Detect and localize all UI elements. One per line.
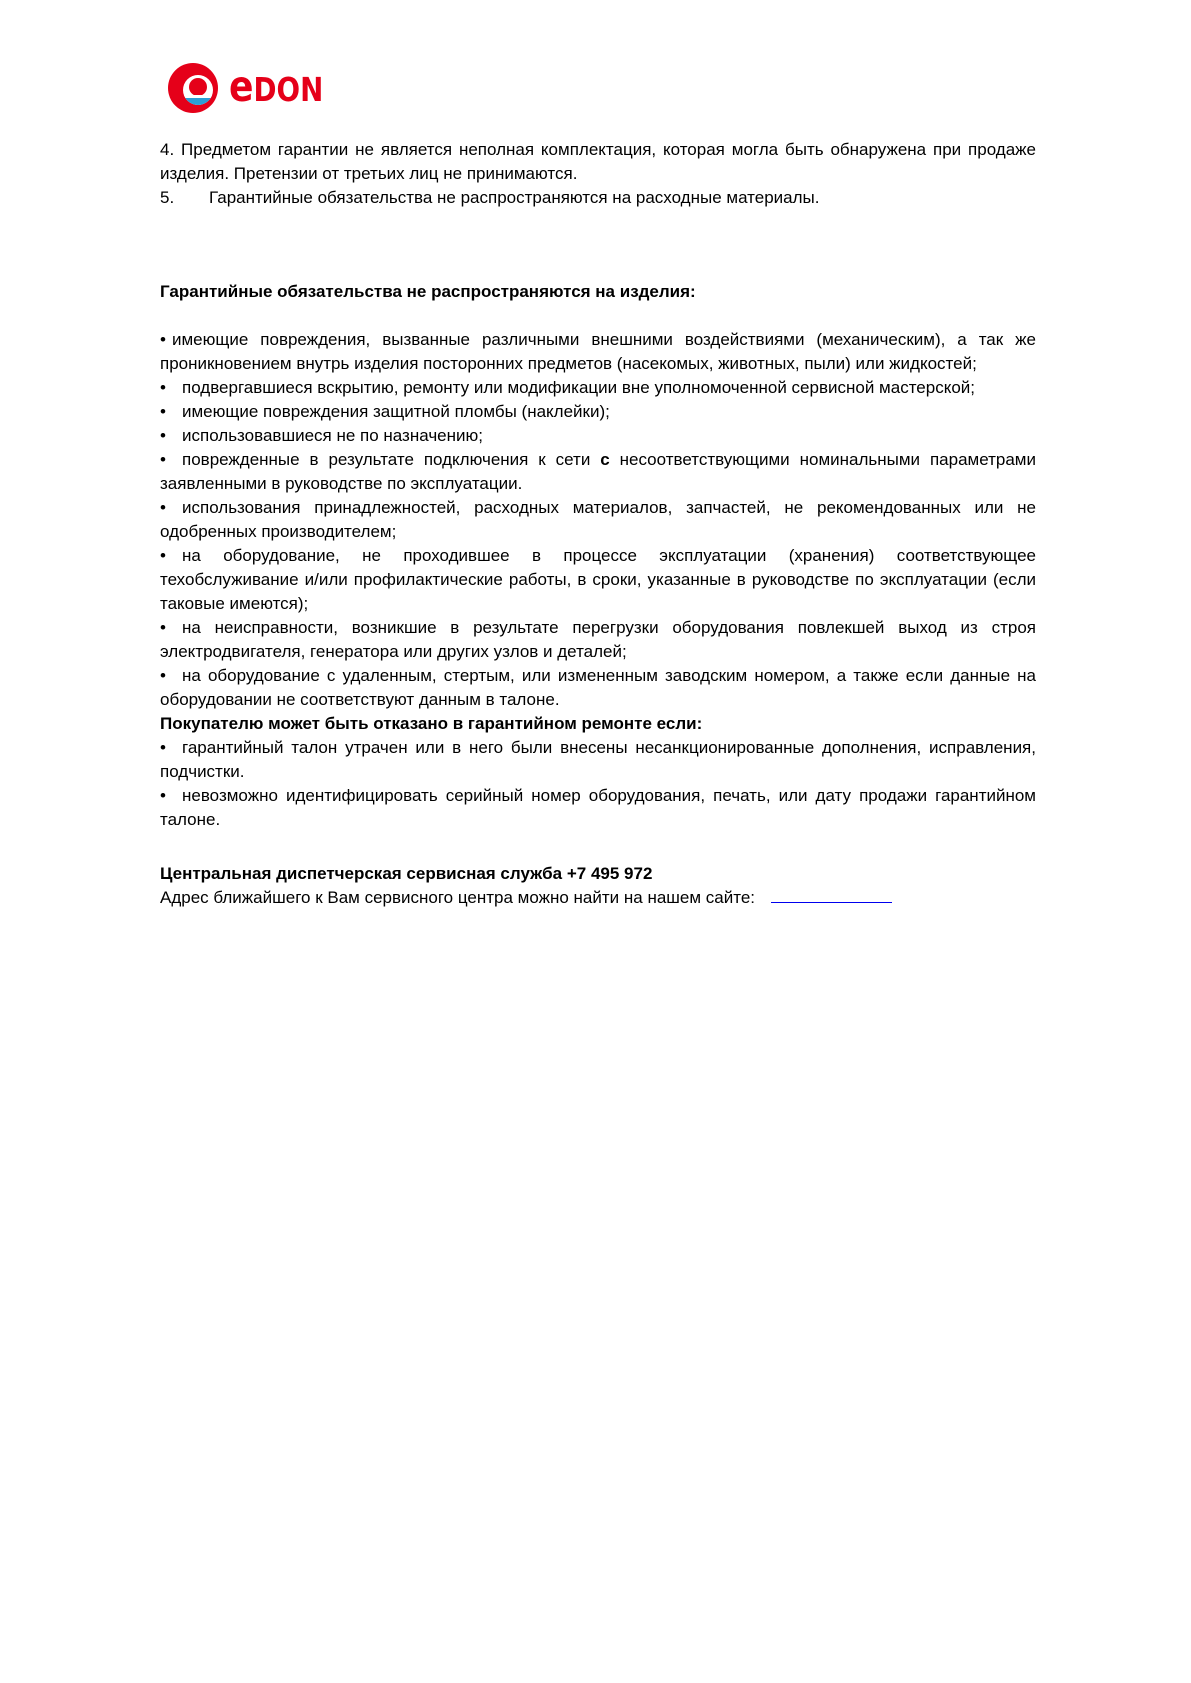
exclusion-item-1 — [160, 328, 1036, 376]
exclusion-item-5-bold: с — [600, 450, 610, 469]
brand-wordmark — [229, 61, 324, 112]
exclusions-heading: Гарантийные обязательства не распространяются на изделия: — [160, 282, 696, 301]
refusal-item-1-text: гарантийный талон утрачен или в него были внесены несанкционированные дополнения, исправления, подчистки. — [160, 738, 1036, 781]
exclusion-item-6 — [160, 496, 1036, 544]
service-phone-line: Центральная диспетчерская сервисная служба +7 495 972 — [160, 864, 653, 883]
bullet-icon: • — [160, 618, 166, 637]
brand-wordmark-e: e — [229, 61, 254, 112]
bullet-icon: • — [160, 546, 166, 565]
exclusion-item-2-text: подвергавшиеся вскрытию, ремонту или модификации вне уполномоченной сервисной мастерской; — [182, 378, 975, 397]
edon-logo-e-core — [189, 78, 207, 96]
refusal-item-1 — [160, 736, 1036, 784]
exclusion-item-2 — [160, 376, 1036, 400]
bullet-icon: • — [160, 402, 166, 421]
refusal-item-2-text: невозможно идентифицировать серийный номер оборудования, печать, или дату продажи гарантийном талоне. — [160, 786, 1036, 829]
exclusion-item-5-post: несоответствующими номинальными параметрами заявленными в руководстве по эксплуатации. — [160, 450, 1036, 493]
document-content — [160, 138, 1036, 910]
exclusion-item-7 — [160, 544, 1036, 616]
exclusion-item-8 — [160, 616, 1036, 664]
bullet-icon: • — [160, 738, 166, 757]
bullet-icon: • — [160, 378, 166, 397]
brand-logo — [168, 62, 341, 114]
bullet-icon: • — [160, 426, 166, 445]
bullet-icon: • — [160, 666, 166, 685]
clause-5-number: 5. — [160, 188, 175, 207]
edon-logo-e-blue-bar — [183, 95, 213, 105]
exclusion-item-6-text: использования принадлежностей, расходных материалов, запчастей, не рекомендованных или не одобренных производителем; — [160, 498, 1036, 541]
bullet-icon: • — [160, 786, 166, 805]
exclusion-item-3-text: имеющие повреждения защитной пломбы (наклейки); — [182, 402, 610, 421]
brand-wordmark-rest: DON — [253, 69, 324, 109]
site-address-line — [160, 886, 1036, 910]
exclusion-item-9 — [160, 664, 1036, 712]
refusal-heading: Покупателю может быть отказано в гарантийном ремонте если: — [160, 714, 703, 733]
site-link[interactable] — [771, 887, 892, 903]
exclusion-item-4 — [160, 424, 1036, 448]
edon-logo-e-shape — [183, 75, 213, 105]
bullet-icon: • — [160, 330, 166, 349]
exclusion-item-5 — [160, 448, 1036, 496]
bullet-icon: • — [160, 450, 166, 469]
clause-5-text: Гарантийные обязательства не распространяются на расходные материалы. — [209, 188, 820, 207]
exclusion-item-5-pre: поврежденные в результате подключения к сети — [182, 450, 601, 469]
exclusion-item-4-text: использовавшиеся не по назначению; — [182, 426, 483, 445]
refusal-item-2 — [160, 784, 1036, 832]
exclusion-item-1-text: имеющие повреждения, вызванные различными внешними воздействиями (механическим), а так же проникновением внутрь изделия посторонних предметов (насекомых, животных, пыли) или жидкостей; — [160, 330, 1036, 373]
bullet-icon: • — [160, 498, 166, 517]
exclusion-item-7-text: на оборудование, не проходившее в процессе эксплуатации (хранения) соответствующее техобслуживание и/или профилактические работы, в сроки, указанные в руководстве по эксплуатации (если таковые имеются); — [160, 546, 1036, 613]
clause-4: 4. Предметом гарантии не является неполная комплектация, которая могла быть обнаружена при продаже изделия. Претензии от третьих лиц не принимаются. — [160, 140, 1036, 183]
edon-logo-icon — [168, 63, 218, 113]
clause-5 — [160, 186, 1036, 210]
exclusion-item-8-text: на неисправности, возникшие в результате перегрузки оборудования повлекшей выход из строя электродвигателя, генератора или других узлов и деталей; — [160, 618, 1036, 661]
exclusion-item-9-text: на оборудование с удаленным, стертым, или измененным заводским номером, а также если данные на оборудовании не соответствуют данным в талоне. — [160, 666, 1036, 709]
site-address-text: Адрес ближайшего к Вам сервисного центра можно найти на нашем сайте: — [160, 888, 756, 907]
exclusion-item-3 — [160, 400, 1036, 424]
